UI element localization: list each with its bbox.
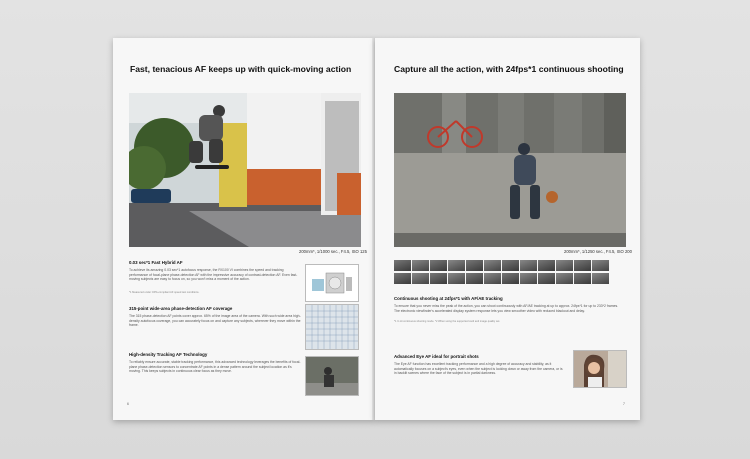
footnote: *1 In Hi continuous shooting mode. *2 When using the supported card and image quality set. bbox=[394, 320, 501, 323]
section-title: 315-point wide-area phase-detection AF coverage bbox=[129, 306, 233, 311]
section-body: The Eye AF function has excellent tracking performance and a high degree of accuracy and stability, as it automatically focuses on a subject's eyes, even when the subject is looking down or away from the camera, or is in backlit scenes where the face of the subject is in partial darkness. bbox=[394, 362, 563, 376]
eye-af-portrait-image bbox=[573, 350, 627, 388]
basketball-player-photo bbox=[394, 93, 626, 247]
section-body: To reliably ensure accurate, stable tracking performance, this advanced technology leverages the benefits of focal-plane phase-detection sensors to concentrate AF points in a dense pattern around the subject location as it's moving. This keeps subjects in continuous clear focus as they move. bbox=[129, 360, 301, 374]
sequence-strip-row-2 bbox=[394, 273, 609, 284]
page-number: 7 bbox=[623, 402, 625, 406]
section-body: To ensure that you never miss the peak of the action, you can shoot continuously with AF/AE tracking at up to approx. 24fps*1 for up to 233*2 frames. The electronic viewfinder's accelerated display system response lets you view smoother video with reduced blackout and delay. bbox=[394, 304, 619, 313]
af-points-grid-image bbox=[305, 304, 359, 350]
sequence-strip-row-1 bbox=[394, 260, 609, 271]
section-body: To achieve its amazing 0.03 sec*1 autofocus response, the RX100 VI combines the speed and tracking performance of focal-plane phase-detection AF with the impressive accuracy of contrast-detection AF. Even fast-moving subjects are easy to focus on, so you won't miss a moment of the action. bbox=[129, 268, 298, 282]
footnote: *1 Measured under CIPA-compliant AF speed test conditions. bbox=[129, 291, 200, 294]
page-number: 6 bbox=[127, 402, 129, 406]
photo-caption: 200mm*, 1/1000 sec., F4.5, ISO 125 bbox=[299, 249, 367, 254]
af-sensor-diagram bbox=[305, 264, 359, 302]
page-headline: Fast, tenacious AF keeps up with quick-moving action bbox=[130, 64, 352, 74]
tracking-example-image bbox=[305, 356, 359, 396]
section-title: High-density Tracking AF Technology bbox=[129, 352, 208, 357]
section-title: 0.03 sec*1 Fast Hybrid AF bbox=[129, 260, 183, 265]
photo-caption: 200mm*, 1/1250 sec., F4.5, ISO 200 bbox=[564, 249, 632, 254]
brochure-right-page bbox=[375, 38, 640, 420]
page-headline: Capture all the action, with 24fps*1 continuous shooting bbox=[394, 64, 624, 74]
skateboarder-photo bbox=[129, 93, 361, 247]
brochure-left-page bbox=[113, 38, 375, 420]
section-title: Continuous shooting at 24fps*1 with AF/AE tracking bbox=[394, 296, 503, 301]
section-body: The 315 phase-detection AF points cover approx. 65% of the image area of the camera. With such wide area high-density autofocus coverage, you can accurately focus on and capture any subjects, wherever they move within the frame. bbox=[129, 314, 301, 328]
section-title: Advanced Eye AF ideal for portrait shots bbox=[394, 354, 479, 359]
